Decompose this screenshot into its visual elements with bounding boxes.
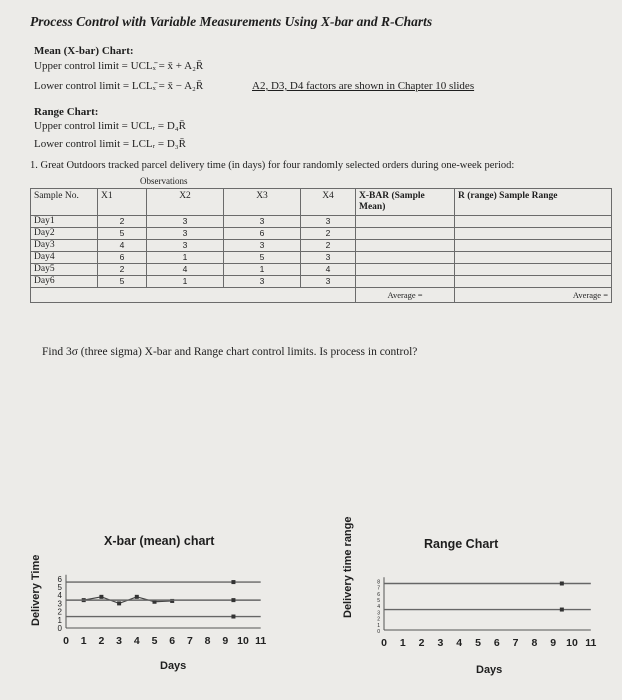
series-marker xyxy=(231,580,235,584)
x-tick-label: 10 xyxy=(237,635,249,647)
page-title: Process Control with Variable Measurements Using X-bar and R-Charts xyxy=(30,14,433,29)
x-tick-label: 11 xyxy=(255,635,267,647)
cell-x2: 3 xyxy=(147,240,224,252)
cell-xbar-blank[interactable] xyxy=(356,216,455,228)
data-point xyxy=(117,601,121,605)
y-tick-label: 0 xyxy=(377,629,380,635)
x-tick-label: 8 xyxy=(204,635,211,647)
range-chart-xlabel: Days xyxy=(476,664,503,676)
y-tick-label: 1 xyxy=(377,622,380,629)
cell-xbar-blank[interactable] xyxy=(356,276,455,288)
x-tick-label: 6 xyxy=(169,635,176,647)
x-tick-label: 5 xyxy=(151,635,158,647)
y-tick-label: 4 xyxy=(57,591,62,601)
cell-x2: 3 xyxy=(147,228,224,240)
table-row xyxy=(31,216,612,228)
x-tick-label: 3 xyxy=(116,635,123,647)
cell-x1: 2 xyxy=(98,216,147,228)
range-chart-title: Range Chart xyxy=(424,537,499,551)
mean-lcl-formula: Lower control limit = LCLₓ̄ = x̄̄ − A₂R̄ xyxy=(34,80,204,92)
header-range: R (range) Sample Range xyxy=(455,189,612,216)
x-tick-label: 2 xyxy=(418,637,425,649)
cell-x3: 3 xyxy=(224,240,301,252)
x-tick-label: 1 xyxy=(399,637,406,649)
x-tick-label: 6 xyxy=(493,637,500,649)
x-tick-label: 2 xyxy=(98,635,105,647)
cell-xbar-blank[interactable] xyxy=(356,228,455,240)
x-tick-label: 8 xyxy=(531,637,538,649)
cell-range-blank[interactable] xyxy=(455,240,612,252)
mean-chart-heading: Mean (X-bar) Chart: xyxy=(34,45,134,57)
cell-range-blank[interactable] xyxy=(455,216,612,228)
xbar-chart-ylabel: Delivery Time xyxy=(30,554,42,626)
x-tick-label: 7 xyxy=(512,637,519,649)
series-marker xyxy=(560,582,564,586)
xbar-chart xyxy=(44,560,284,670)
x-tick-label: 0 xyxy=(381,637,387,649)
y-tick-label: 6 xyxy=(377,591,380,598)
cell-x2: 4 xyxy=(147,264,224,276)
y-tick-label: 8 xyxy=(377,579,380,586)
x-tick-label: 4 xyxy=(133,635,140,647)
table-row xyxy=(31,276,612,288)
y-tick-label: 6 xyxy=(57,574,62,584)
row-day: Day1 xyxy=(31,216,98,228)
observations-label: Observations xyxy=(140,176,188,186)
cell-x1: 2 xyxy=(98,264,147,276)
xbar-chart-title: X-bar (mean) chart xyxy=(104,534,215,548)
table-row xyxy=(31,264,612,276)
cell-range-blank[interactable] xyxy=(455,252,612,264)
y-tick-label: 4 xyxy=(377,604,380,611)
cell-x2: 3 xyxy=(147,216,224,228)
cell-x3: 5 xyxy=(224,252,301,264)
range-ucl-formula: Upper control limit = UCLᵣ = D₄R̄ xyxy=(34,120,186,132)
xbar-average: Average = xyxy=(356,288,455,303)
range-chart xyxy=(360,566,620,676)
cell-x3: 6 xyxy=(224,228,301,240)
row-day: Day2 xyxy=(31,228,98,240)
mean-ucl-formula: Upper control limit = UCLₓ̄ = x̄̄ + A₂R̄ xyxy=(34,60,204,72)
header-sample-no: Sample No. xyxy=(31,189,98,216)
cell-x4: 2 xyxy=(301,228,356,240)
row-day: Day3 xyxy=(31,240,98,252)
y-tick-label: 5 xyxy=(57,583,62,592)
cell-x1: 5 xyxy=(98,228,147,240)
header-xbar: X-BAR (Sample Mean) xyxy=(356,189,455,216)
cell-x3: 1 xyxy=(224,264,301,276)
cell-x4: 3 xyxy=(301,252,356,264)
table-row xyxy=(31,252,612,264)
cell-x2: 1 xyxy=(147,252,224,264)
series-marker xyxy=(231,598,235,602)
data-point xyxy=(135,595,139,599)
x-tick-label: 1 xyxy=(80,635,87,647)
x-tick-label: 3 xyxy=(437,637,444,649)
cell-x2: 1 xyxy=(147,276,224,288)
y-tick-label: 1 xyxy=(57,615,62,625)
x-tick-label: 9 xyxy=(222,635,229,647)
x-tick-label: 5 xyxy=(475,637,481,649)
xbar-chart-xlabel: Days xyxy=(160,660,187,672)
y-tick-label: 2 xyxy=(57,607,62,617)
question-1: 1. Great Outdoors tracked parcel delivery time (in days) for four randomly selected orders during one-week period: xyxy=(30,160,515,171)
series-marker xyxy=(560,608,564,612)
header-x1: X1 xyxy=(98,189,147,216)
question-2: Find 3σ (three sigma) X-bar and Range chart control limits. Is process in control? xyxy=(42,346,418,358)
x-tick-label: 4 xyxy=(456,637,463,649)
cell-x1: 4 xyxy=(98,240,147,252)
x-tick-label: 11 xyxy=(585,637,597,649)
header-x2: X2 xyxy=(147,189,224,216)
table-row xyxy=(31,240,612,252)
average-row xyxy=(31,288,612,303)
range-average: Average = xyxy=(455,288,612,303)
x-tick-label: 10 xyxy=(566,637,578,649)
cell-range-blank[interactable] xyxy=(455,264,612,276)
cell-x3: 3 xyxy=(224,276,301,288)
cell-xbar-blank[interactable] xyxy=(356,252,455,264)
cell-x4: 3 xyxy=(301,216,356,228)
y-tick-label: 7 xyxy=(377,585,380,592)
cell-xbar-blank[interactable] xyxy=(356,240,455,252)
data-table xyxy=(30,188,612,303)
header-x3: X3 xyxy=(224,189,301,216)
header-x4: X4 xyxy=(301,189,356,216)
row-day: Day4 xyxy=(31,252,98,264)
y-tick-label: 5 xyxy=(377,598,380,604)
x-tick-label: 0 xyxy=(63,635,69,647)
y-tick-label: 2 xyxy=(377,616,380,623)
cell-range-blank[interactable] xyxy=(455,228,612,240)
cell-x4: 4 xyxy=(301,264,356,276)
row-day: Day5 xyxy=(31,264,98,276)
x-tick-label: 7 xyxy=(186,635,193,647)
cell-x3: 3 xyxy=(224,216,301,228)
cell-x4: 2 xyxy=(301,240,356,252)
table-row xyxy=(31,228,612,240)
range-chart-heading: Range Chart: xyxy=(34,106,99,118)
y-tick-label: 3 xyxy=(377,610,380,617)
y-tick-label: 3 xyxy=(57,599,62,609)
cell-xbar-blank[interactable] xyxy=(356,264,455,276)
cell-range-blank[interactable] xyxy=(455,276,612,288)
data-point xyxy=(99,595,103,599)
range-lcl-formula: Lower control limit = LCLᵣ = D₃R̄ xyxy=(34,138,186,150)
series-marker xyxy=(231,615,235,619)
factors-note: A2, D3, D4 factors are shown in Chapter 10 slides xyxy=(252,80,475,92)
row-day: Day6 xyxy=(31,276,98,288)
cell-x4: 3 xyxy=(301,276,356,288)
cell-x1: 6 xyxy=(98,252,147,264)
x-tick-label: 9 xyxy=(550,637,557,649)
table-header-row xyxy=(31,189,612,216)
y-tick-label: 0 xyxy=(57,624,62,633)
cell-x1: 5 xyxy=(98,276,147,288)
range-chart-ylabel: Delivery time range xyxy=(342,516,354,618)
